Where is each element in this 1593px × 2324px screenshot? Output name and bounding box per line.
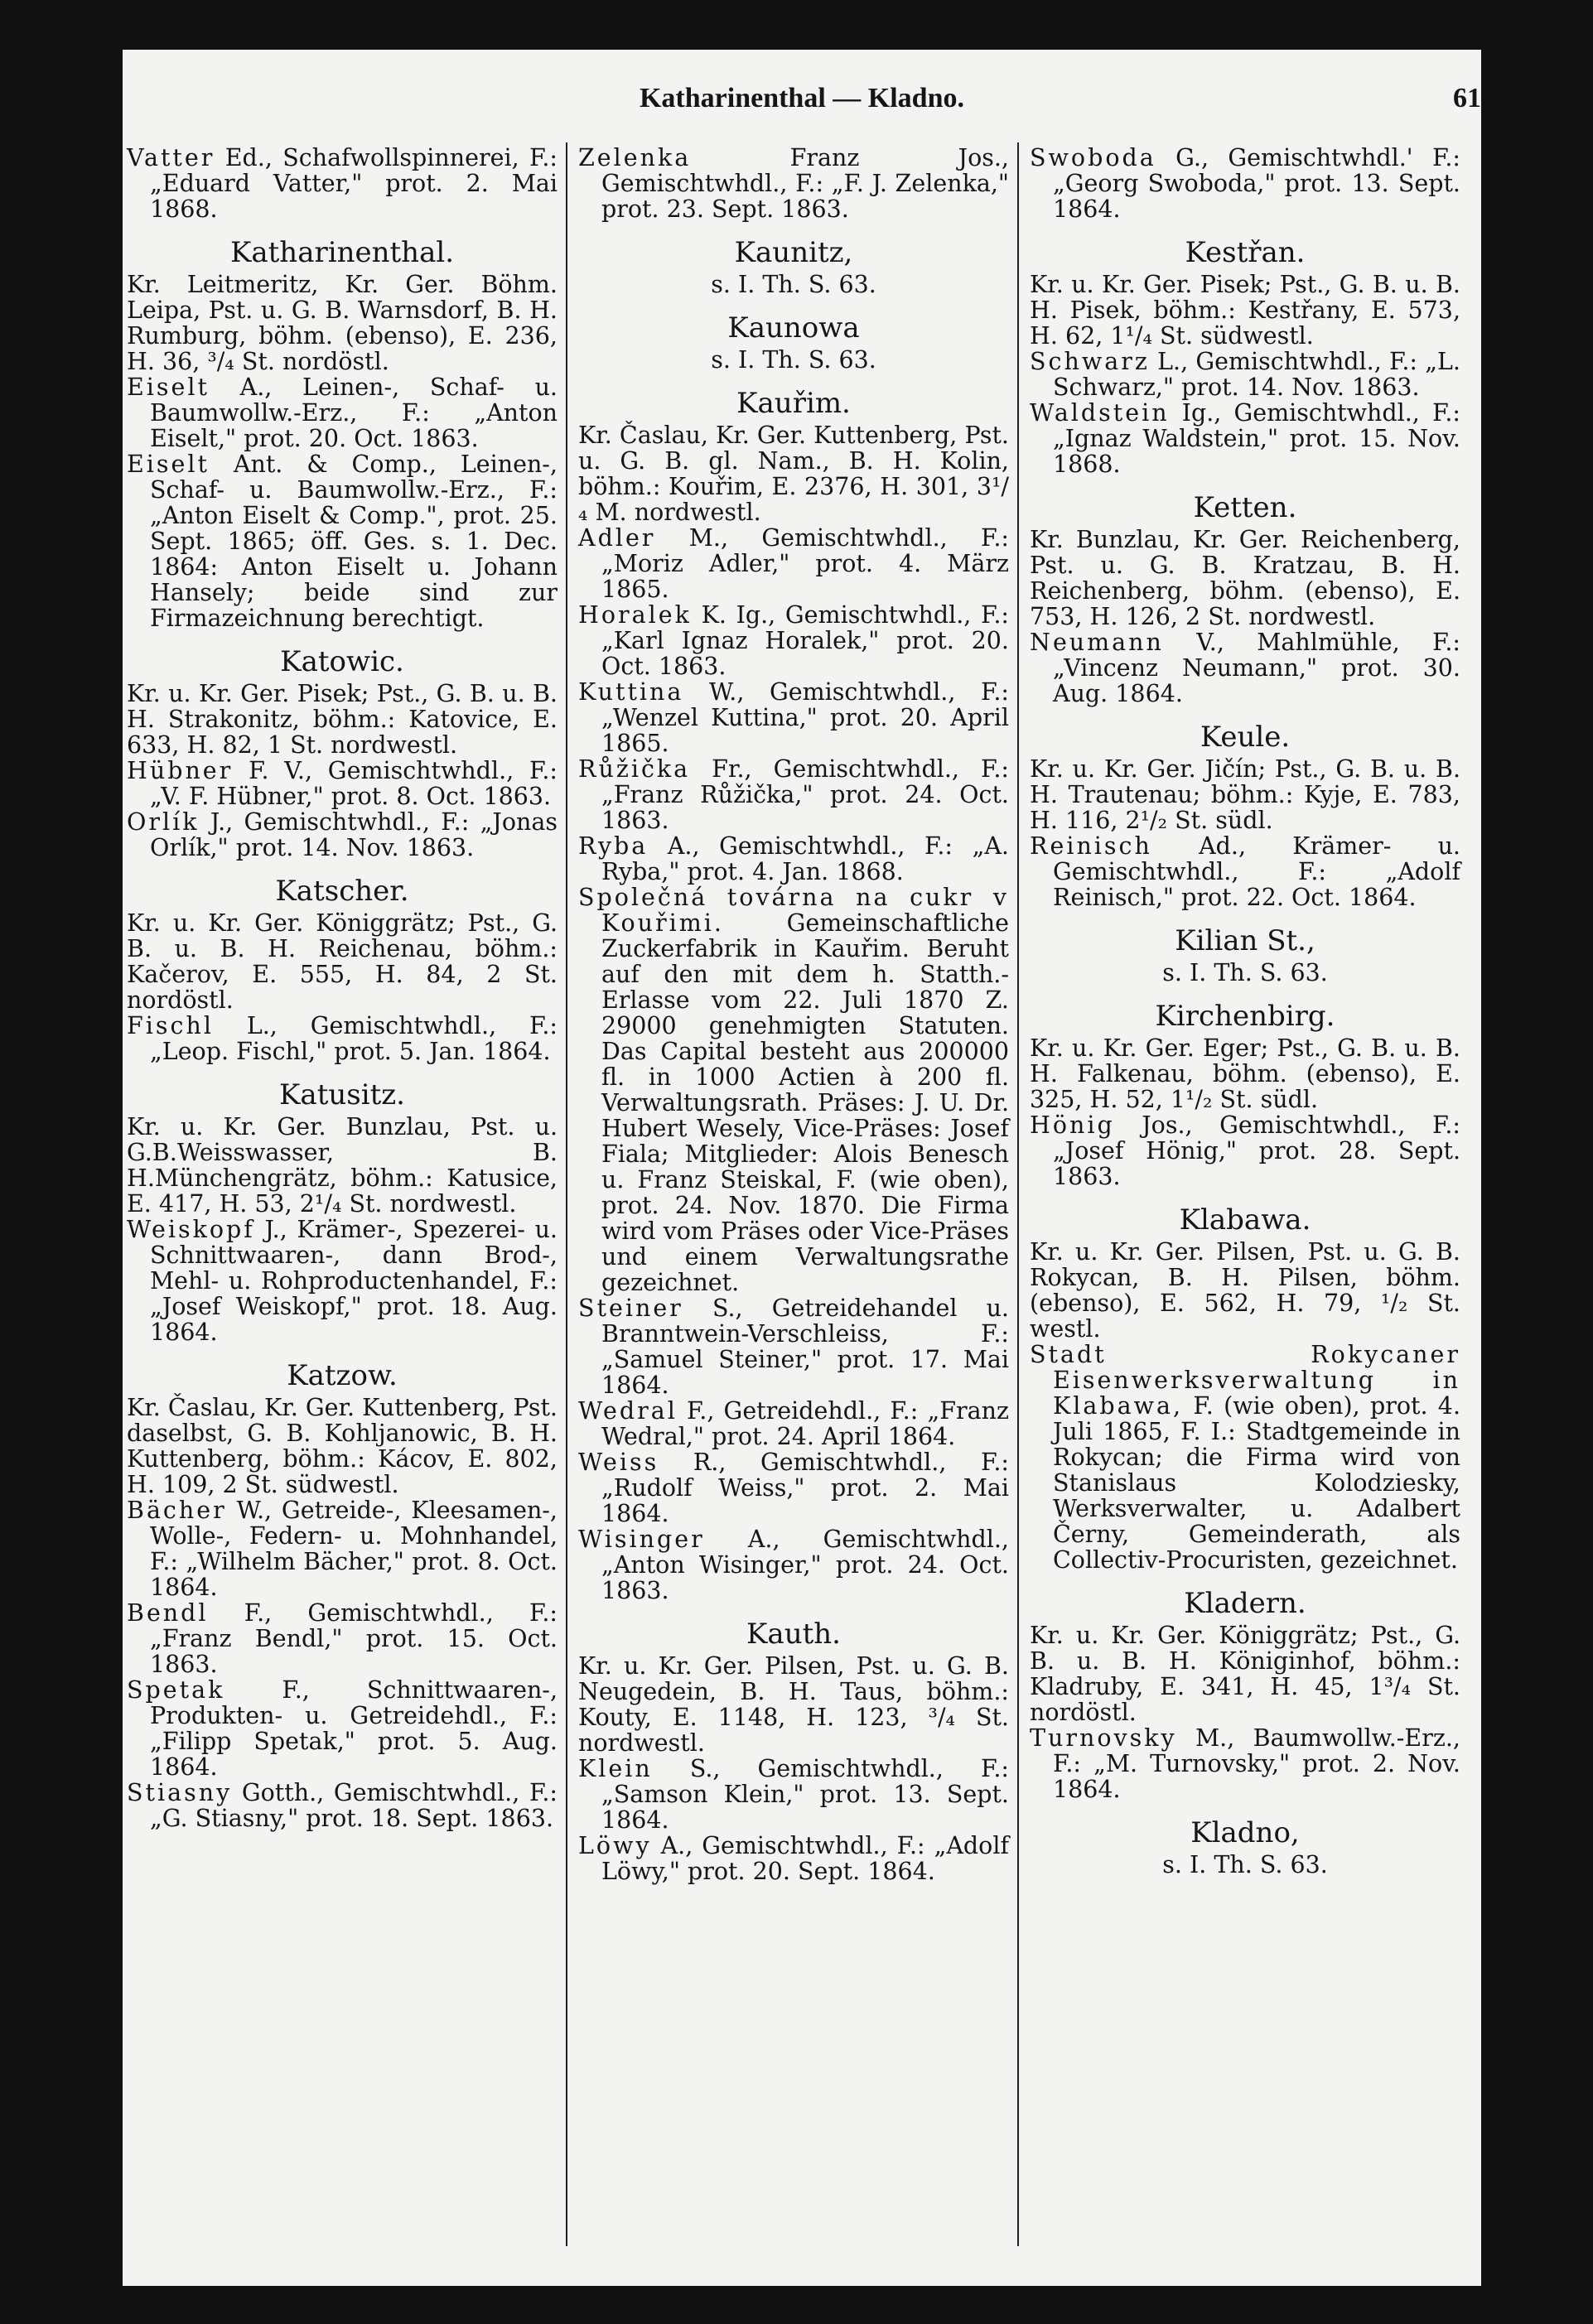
firm-details: Ed., Schafwollspinnerei, F.: „Eduard Vatter," prot. 2. Mai 1868. (150, 144, 558, 223)
firm-entry (1030, 1725, 1460, 1802)
firm-details: Ant. & Comp., Leinen-, Schaf- u. Baumwollw.-Erz., F.: „Anton Eiselt & Comp.", prot. 25. Sept. 1865; öff. Ges. s. 1. Dec. 1864: Anton Eiselt u. Johann Hansely; beide sind zur Firmazeichnung berechtigt. (150, 451, 558, 632)
firm-entry (1030, 145, 1460, 222)
column-middle (578, 145, 1009, 1884)
cross-reference: s. I. Th. S. 63. (1162, 1851, 1328, 1878)
place-heading: Kauřim. (736, 387, 851, 420)
firm-entry (127, 451, 558, 631)
place-heading: Kilian St., (1175, 924, 1315, 957)
firm-entry (578, 1449, 1009, 1526)
firm-name: Růžička (578, 755, 691, 783)
place-heading: Katowic. (280, 645, 404, 678)
firm-details: Ad., Krämer- u. Gemischtwhdl., F.: „Adolf Reinisch," prot. 22. Oct. 1864. (1053, 832, 1460, 911)
firm-details: Gemeinschaftliche Zuckerfabrik in Kauřim. Beruht auf den mit dem h. Statth.-Erlasse vom 22. Juli 1870 Z. 29000 genehmigten Statuten. Das Capital besteht aus 200000 fl. in 1000 Actien à 200 fl. Verwaltungsrath. Präses: J. U. Dr. Hubert Wesely, Vice-Präses: Josef Fiala; Mitglieder: Alois Benesch u. Franz Steiskal, F. (wie oben), prot. 24. Nov. 1870. Die Firma wird vom Präses oder Vice-Präses und einem Verwaltungsrathe gezeichnet. (601, 909, 1009, 1296)
firm-name: Bendl (127, 1599, 209, 1627)
place-heading: Katzow. (287, 1359, 398, 1392)
cross-reference: s. I. Th. S. 63. (711, 346, 876, 374)
column-right (1030, 145, 1460, 1878)
firm-entry (127, 758, 558, 809)
firm-name: Swoboda (1030, 144, 1156, 171)
place-heading: Klabawa. (1179, 1203, 1311, 1237)
column-rule (566, 142, 567, 2246)
running-head: Katharinenthal — Kladno. (639, 83, 964, 113)
firm-name: Neumann (1030, 629, 1164, 656)
firm-details: M., Gemischtwhdl., F.: „Moriz Adler," prot. 4. März 1865. (601, 524, 1009, 603)
place-description: Kr. Časlau, Kr. Ger. Kuttenberg, Pst. daselbst, G. B. Kohljanowic, B. H. Kuttenberg, böhm.: Kácov, E. 802, H. 109, 2 St. südwestl. (127, 1394, 558, 1498)
firm-details: Fr., Gemischtwhdl., F.: „Franz Růžička," prot. 24. Oct. 1863. (601, 755, 1009, 834)
firm-name: Kuttina (578, 678, 684, 706)
column-left (127, 145, 558, 1831)
place-heading: Katscher. (275, 875, 409, 908)
firm-details: Jos., Gemischtwhdl., F.: „Josef Hönig," prot. 28. Sept. 1863. (1053, 1111, 1460, 1190)
firm-name: Schwarz (1030, 348, 1150, 375)
firm-entry (578, 885, 1009, 1295)
firm-entry (578, 1398, 1009, 1449)
place-description: Kr. u. Kr. Ger. Königgrätz; Pst., G. B. u. B. H. Reichenau, böhm.: Kačerov, E. 555, H. 84, 2 St. nordöstl. (127, 909, 558, 1014)
firm-details: F., Gemischtwhdl., F.: „Franz Bendl," prot. 15. Oct. 1863. (150, 1599, 558, 1678)
firm-details: J., Krämer-, Spezerei- u. Schnittwaaren-, dann Brod-, Mehl- u. Rohproductenhandel, F.: „Josef Weiskopf," prot. 18. Aug. 1864. (150, 1216, 558, 1346)
firm-entry (578, 602, 1009, 679)
firm-name: Bächer (127, 1497, 227, 1524)
firm-details: A., Gemischtwhdl., F.: „A. Ryba," prot. 4. Jan. 1868. (601, 832, 1009, 885)
firm-name: Löwy (578, 1832, 652, 1859)
firm-details: A., Leinen-, Schaf- u. Baumwollw.-Erz., F.: „Anton Eiselt," prot. 20. Oct. 1863. (150, 374, 558, 452)
firm-details: A., Gemischtwhdl., F.: „Adolf Löwy," prot. 20. Sept. 1864. (601, 1832, 1009, 1885)
firm-name: Hönig (1030, 1111, 1115, 1139)
place-description: Kr. u. Kr. Ger. Pisek; Pst., G. B. u. B. H. Strakonitz, böhm.: Katovice, E. 633, H. 82, 1 St. nordwestl. (127, 680, 558, 759)
firm-entry (1030, 349, 1460, 400)
firm-details: M., Baumwollw.-Erz., F.: „M. Turnovsky," prot. 2. Nov. 1864. (1053, 1724, 1460, 1803)
firm-entry (1030, 629, 1460, 706)
firm-name: Společná továrna na cukr v Kouřimi. (578, 884, 1009, 937)
place-heading: Kaunitz, (734, 236, 853, 269)
firm-details: W., Gemischtwhdl., F.: „Wenzel Kuttina," prot. 20. April 1865. (601, 678, 1009, 757)
firm-entry (578, 1295, 1009, 1398)
firm-details: F., Getreidehdl., F.: „Franz Wedral," prot. 24. April 1864. (601, 1397, 1009, 1450)
firm-entry (127, 809, 558, 861)
firm-name: Adler (578, 524, 656, 552)
place-heading: Kladno, (1190, 1816, 1300, 1849)
place-heading: Kauth. (746, 1618, 841, 1651)
firm-details: G., Gemischtwhdl.' F.: „Georg Swoboda," prot. 13. Sept. 1864. (1053, 144, 1460, 223)
firm-entry (1030, 400, 1460, 477)
firm-name: Fischl (127, 1012, 214, 1039)
firm-details: K. Ig., Gemischtwhdl., F.: „Karl Ignaz Horalek," prot. 20. Oct. 1863. (601, 601, 1009, 680)
firm-name: Weiss (578, 1449, 659, 1476)
firm-entry (127, 374, 558, 451)
place-heading: Kaunowa (727, 311, 860, 345)
firm-name: Waldstein (1030, 399, 1170, 427)
place-heading: Kladern. (1184, 1587, 1306, 1620)
firm-name: Stadt Rokycaner Eisenwerksverwaltung in Klabawa, (1030, 1341, 1460, 1420)
firm-details: V., Mahlmühle, F.: „Vincenz Neumann," prot. 30. Aug. 1864. (1053, 629, 1460, 707)
place-heading: Ketten. (1193, 491, 1297, 524)
cross-reference: s. I. Th. S. 63. (1162, 959, 1328, 986)
place-description: Kr. u. Kr. Ger. Pilsen, Pst. u. G. B. Rokycan, B. H. Pilsen, böhm. (ebenso), E. 562, H. 79, ¹/₂ St. westl. (1030, 1238, 1460, 1343)
firm-name: Klein (578, 1755, 653, 1782)
firm-entry (1030, 1342, 1460, 1573)
firm-name: Spetak (127, 1676, 225, 1704)
page-number: 61 (1453, 83, 1481, 113)
firm-entry (578, 756, 1009, 833)
firm-name: Steiner (578, 1295, 683, 1322)
firm-name: Turnovsky (1030, 1724, 1177, 1752)
firm-details: Ig., Gemischtwhdl., F.: „Ignaz Waldstein," prot. 15. Nov. 1868. (1053, 399, 1460, 478)
firm-entry (127, 1780, 558, 1831)
firm-entry (578, 679, 1009, 756)
firm-name: Eiselt (127, 451, 210, 478)
cross-reference: s. I. Th. S. 63. (711, 271, 876, 298)
place-heading: Katusitz. (279, 1078, 405, 1111)
firm-details: L., Gemischtwhdl., F.: „L. Schwarz," prot. 14. Nov. 1863. (1053, 348, 1460, 401)
firm-name: Zelenka (578, 144, 692, 171)
firm-entry (127, 1677, 558, 1780)
firm-entry (578, 1756, 1009, 1833)
firm-entry (127, 1217, 558, 1345)
firm-name: Vatter (127, 144, 215, 171)
firm-details: R., Gemischtwhdl., F.: „Rudolf Weiss," prot. 2. Mai 1864. (601, 1449, 1009, 1527)
place-heading: Kestřan. (1185, 236, 1306, 269)
firm-name: Orlík (127, 808, 200, 836)
firm-name: Stiasny (127, 1779, 233, 1806)
place-description: Kr. u. Kr. Ger. Pilsen, Pst. u. G. B. Neugedein, B. H. Taus, böhm.: Kouty, E. 1148, H. 123, ³/₄ St. nordwestl. (578, 1652, 1009, 1757)
place-heading: Kirchenbirg. (1155, 1000, 1335, 1033)
firm-details: F. V., Gemischtwhdl., F.: „V. F. Hübner," prot. 8. Oct. 1863. (150, 757, 558, 810)
firm-entry (578, 1526, 1009, 1603)
firm-details: F. (wie oben), prot. 4. Juli 1865, F. I.: Stadtgemeinde in Rokycan; die Firma wird von Stanislaus Kolodziesky, Werksverwalter, u. Adalbert Černy, Gemeinderath, als Collectiv-Procuristen, gezeichnet. (1053, 1392, 1460, 1574)
firm-entry (578, 525, 1009, 602)
column-rule (1017, 142, 1019, 2246)
place-description: Kr. u. Kr. Ger. Bunzlau, Pst. u. G.B.Weisswasser, B. H.Münchengrätz, böhm.: Katusice, E. 417, H. 53, 2¹/₄ St. nordwestl. (127, 1113, 558, 1217)
firm-details: A., Gemischtwhdl., „Anton Wisinger," prot. 24. Oct. 1863. (601, 1526, 1009, 1604)
place-description: Kr. Časlau, Kr. Ger. Kuttenberg, Pst. u. G. B. gl. Nam., B. H. Kolin, böhm.: Kouřim, E. 2376, H. 301, 3¹/₄ M. nordwestl. (578, 422, 1009, 526)
firm-details: S., Getreidehandel u. Branntwein-Verschleiss, F.: „Samuel Steiner," prot. 17. Mai 1864. (601, 1295, 1009, 1399)
firm-name: Eiselt (127, 374, 210, 401)
firm-details: L., Gemischtwhdl., F.: „Leop. Fischl," prot. 5. Jan. 1864. (150, 1012, 558, 1065)
firm-entry (127, 1497, 558, 1600)
place-description: Kr. u. Kr. Ger. Eger; Pst., G. B. u. B. H. Falkenau, böhm. (ebenso), E. 325, H. 52, 1¹/₂ St. südl. (1030, 1034, 1460, 1113)
place-heading: Katharinenthal. (229, 236, 455, 269)
firm-entry (1030, 833, 1460, 910)
firm-name: Horalek (578, 601, 692, 629)
firm-details: F., Schnittwaaren-, Produkten- u. Getreidehdl., F.: „Filipp Spetak," prot. 5. Aug. 1864. (150, 1676, 558, 1781)
firm-name: Weiskopf (127, 1216, 255, 1243)
firm-name: Wedral (578, 1397, 678, 1425)
firm-details: J., Gemischtwhdl., F.: „Jonas Orlík," prot. 14. Nov. 1863. (150, 808, 558, 861)
firm-name: Ryba (578, 832, 649, 860)
firm-details: S., Gemischtwhdl., F.: „Samson Klein," prot. 13. Sept. 1864. (601, 1755, 1009, 1834)
firm-details: W., Getreide-, Kleesamen-, Wolle-, Federn- u. Mohnhandel, F.: „Wilhelm Bächer," prot. 8. Oct. 1864. (150, 1497, 558, 1601)
firm-details: Franz Jos., Gemischtwhdl., F.: „F. J. Zelenka," prot. 23. Sept. 1863. (601, 144, 1009, 223)
place-description: Kr. Leitmeritz, Kr. Ger. Böhm. Leipa, Pst. u. G. B. Warnsdorf, B. H. Rumburg, böhm. (ebenso), E. 236, H. 36, ³/₄ St. nordöstl. (127, 271, 558, 375)
firm-name: Reinisch (1030, 832, 1152, 860)
firm-entry (127, 1013, 558, 1064)
book-page (123, 50, 1481, 2286)
place-heading: Keule. (1200, 721, 1291, 754)
firm-entry (578, 1833, 1009, 1884)
firm-entry (578, 145, 1009, 222)
firm-entry (1030, 1112, 1460, 1189)
place-description: Kr. u. Kr. Ger. Jičín; Pst., G. B. u. B. H. Trautenau; böhm.: Kyje, E. 783, H. 116, 2¹/₂ St. südl. (1030, 755, 1460, 834)
firm-entry (127, 145, 558, 222)
firm-name: Wisinger (578, 1526, 705, 1553)
firm-entry (578, 833, 1009, 885)
firm-details: Gotth., Gemischtwhdl., F.: „G. Stiasny," prot. 18. Sept. 1863. (150, 1779, 558, 1832)
firm-entry (127, 1600, 558, 1677)
place-description: Kr. u. Kr. Ger. Königgrätz; Pst., G. B. u. B. H. Königinhof, böhm.: Kladruby, E. 341, H. 45, 1³/₄ St. nordöstl. (1030, 1622, 1460, 1726)
firm-name: Hübner (127, 757, 234, 784)
place-description: Kr. Bunzlau, Kr. Ger. Reichenberg, Pst. u. G. B. Kratzau, B. H. Reichenberg, böhm. (ebenso), E. 753, H. 126, 2 St. nordwestl. (1030, 526, 1460, 630)
place-description: Kr. u. Kr. Ger. Pisek; Pst., G. B. u. B. H. Pisek, böhm.: Kestřany, E. 573, H. 62, 1¹/₄ St. südwestl. (1030, 271, 1460, 350)
